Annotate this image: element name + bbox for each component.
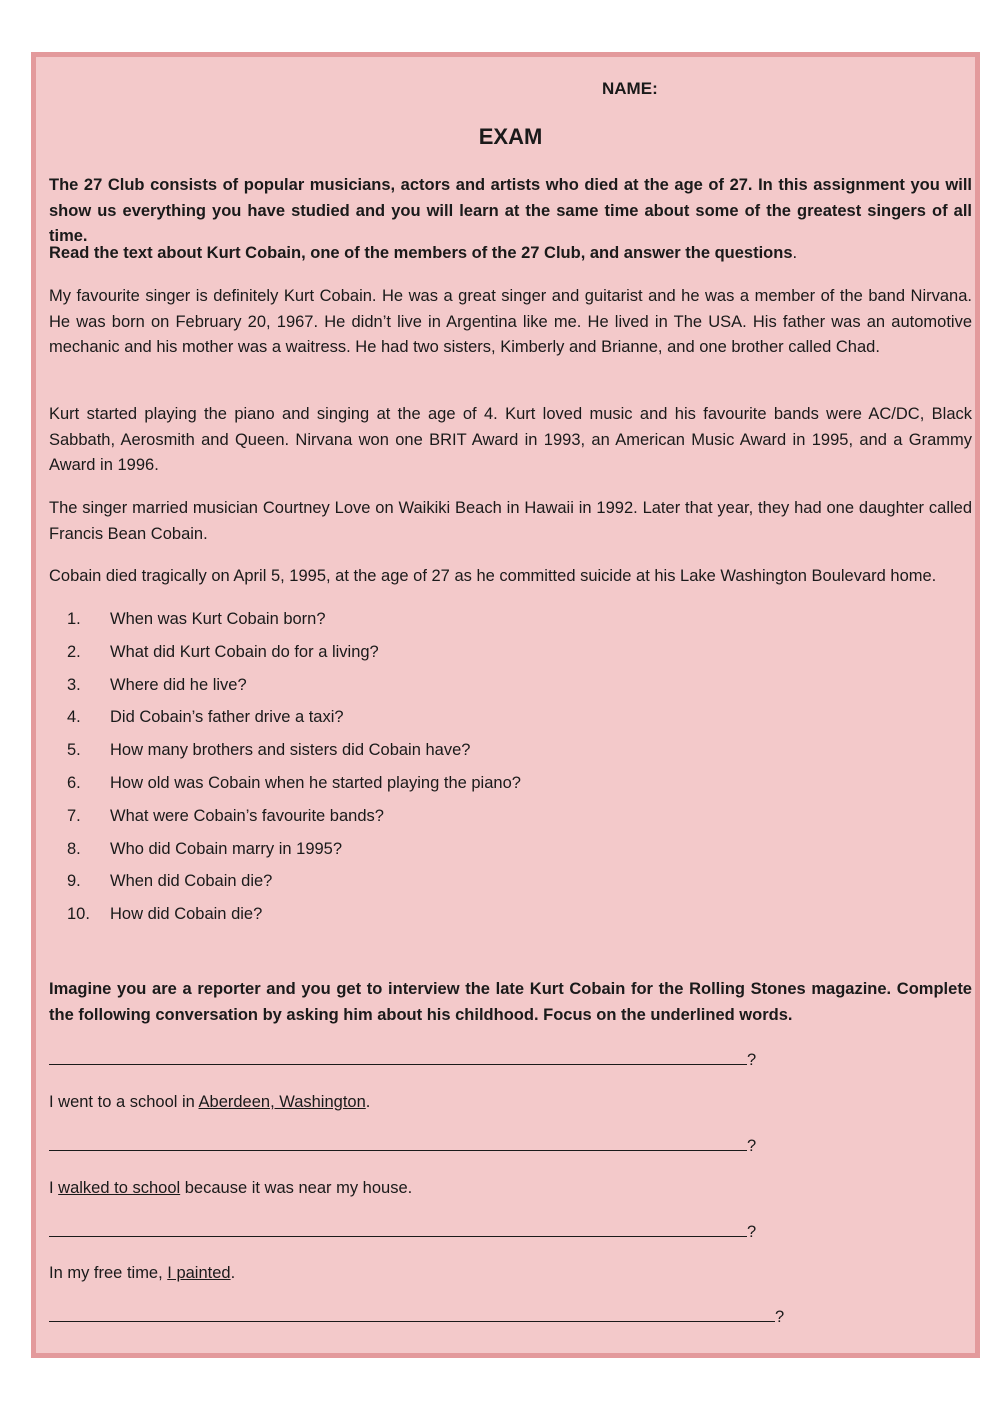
- answer-text: .: [230, 1264, 236, 1282]
- reading-instruction-period: .: [792, 244, 798, 262]
- question-text: How old was Cobain when he started playing the piano?: [110, 773, 521, 792]
- reading-instruction-text: Read the text about Kurt Cobain, one of the members of the 27 Club, and answer the questions: [49, 244, 793, 262]
- question-text: Who did Cobain marry in 1995?: [110, 839, 343, 858]
- question-text: How did Cobain die?: [110, 905, 263, 924]
- underlined-words: walked to school: [58, 1179, 181, 1197]
- interview-answer-1: [49, 1091, 972, 1113]
- answer-text: I: [49, 1179, 59, 1197]
- name-label-text: NAME: [602, 79, 653, 98]
- question-item: [49, 739, 972, 772]
- question-number: 6.: [67, 773, 81, 792]
- answer-blank[interactable]: [49, 1048, 747, 1065]
- question-number: 4.: [67, 708, 81, 727]
- question-number: 5.: [67, 741, 81, 760]
- interview-question-line-3[interactable]: [49, 1220, 972, 1243]
- reading-paragraph-3: The singer married musician Courtney Love on Waikiki Beach in Hawaii in 1992. Later that year, they had one daughter called Francis Bean Cobain.: [49, 499, 972, 543]
- question-number: 3.: [67, 675, 81, 694]
- answer-text: because it was near my house.: [180, 1179, 413, 1197]
- question-number: 1.: [67, 610, 81, 628]
- answer-text: I went to a school in: [49, 1093, 199, 1111]
- question-item: [49, 838, 972, 871]
- question-mark: ?: [747, 1223, 757, 1241]
- question-text: What did Kurt Cobain do for a living?: [110, 642, 379, 661]
- interview-answer-2: [49, 1177, 972, 1199]
- reading-paragraph-1: My favourite singer is definitely Kurt Cobain. He was a great singer and guitarist and he was a member of the band Nirvana. He was born on February 20, 1967. He didn’t live in Argentina like me. He lived in The USA. His father was an automotive mechanic and his mother was a waitress. He had two sisters, Kimberly and Brianne, and one brother called Chad.: [49, 287, 972, 356]
- reading-paragraph-2: Kurt started playing the piano and singing at the age of 4. Kurt loved music and his favourite bands were AC/DC, Black Sabbath, Aerosmith and Queen. Nirvana won one BRIT Award in 1993, an American Music Award in 1995, and a Grammy Award in 1996.: [49, 405, 972, 474]
- question-number: 9.: [67, 872, 81, 891]
- question-item: [49, 608, 972, 641]
- question-number: 10.: [67, 905, 90, 924]
- worksheet-frame: [31, 52, 980, 1358]
- question-number: 8.: [67, 839, 81, 858]
- underlined-words: I painted: [167, 1264, 231, 1282]
- question-item: [49, 674, 972, 707]
- question-number: 7.: [67, 806, 81, 825]
- answer-text: .: [365, 1093, 371, 1111]
- reading-paragraph-4: Cobain died tragically on April 5, 1995, at the age of 27 as he committed suicide at his Lake Washington Boulevard home.: [49, 567, 937, 585]
- intro-paragraph: The 27 Club consists of popular musicians, actors and artists who died at the age of 27. In this assignment you will show us everything you have studied and you will learn at the same time about some of the greatest singers of all time.: [49, 176, 972, 245]
- question-item: [49, 772, 972, 805]
- answer-blank[interactable]: [49, 1220, 747, 1237]
- page-title: EXAM: [478, 124, 543, 149]
- question-number: 2.: [67, 642, 81, 661]
- answer-text: In my free time,: [49, 1264, 168, 1282]
- interview-question-line-1[interactable]: [49, 1048, 972, 1071]
- question-item: [49, 903, 972, 936]
- name-label: [49, 79, 972, 99]
- question-item: [49, 870, 972, 903]
- question-mark: ?: [747, 1137, 757, 1155]
- name-label-colon: :: [652, 79, 658, 98]
- question-text: Did Cobain’s father drive a taxi?: [110, 708, 344, 727]
- question-list: [49, 608, 972, 936]
- answer-blank[interactable]: [49, 1305, 775, 1322]
- question-item: [49, 706, 972, 739]
- interview-instruction: Imagine you are a reporter and you get to interview the late Kurt Cobain for the Rolling Stones magazine. Complete the following conversation by asking him about his childhood. Focus on the underlined words.: [49, 980, 972, 1024]
- question-mark: ?: [775, 1308, 785, 1326]
- question-text: When did Cobain die?: [110, 872, 273, 891]
- question-text: When was Kurt Cobain born?: [110, 610, 326, 628]
- answer-blank[interactable]: [49, 1134, 747, 1151]
- question-text: Where did he live?: [110, 675, 247, 694]
- interview-answer-3: [49, 1262, 972, 1284]
- question-text: What were Cobain’s favourite bands?: [110, 806, 384, 825]
- reading-instruction: [49, 241, 972, 267]
- question-mark: ?: [747, 1051, 757, 1069]
- underlined-words: Aberdeen, Washington: [198, 1093, 366, 1111]
- question-item: [49, 805, 972, 838]
- question-text: How many brothers and sisters did Cobain have?: [110, 741, 471, 760]
- interview-question-line-4[interactable]: [49, 1305, 972, 1328]
- question-item: [49, 641, 972, 674]
- interview-question-line-2[interactable]: [49, 1134, 972, 1157]
